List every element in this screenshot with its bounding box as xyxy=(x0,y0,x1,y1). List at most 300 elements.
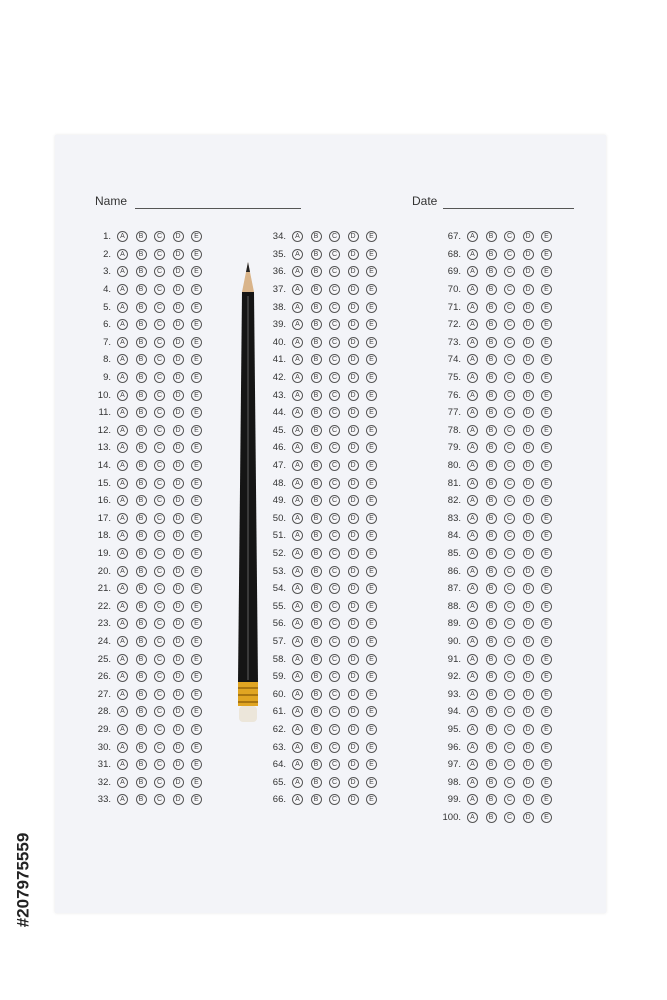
answer-bubble[interactable]: A xyxy=(117,425,128,436)
name-line[interactable] xyxy=(135,208,301,209)
answer-bubble[interactable]: D xyxy=(173,759,184,770)
answer-bubble[interactable]: E xyxy=(191,319,202,330)
answer-bubble[interactable]: A xyxy=(117,724,128,735)
answer-bubble[interactable]: B xyxy=(136,249,147,260)
answer-bubble[interactable]: E xyxy=(541,777,552,788)
answer-bubble[interactable]: C xyxy=(504,794,515,805)
answer-bubble[interactable]: A xyxy=(292,266,303,277)
answer-bubble[interactable]: C xyxy=(329,689,340,700)
answer-bubble[interactable]: C xyxy=(154,601,165,612)
answer-bubble[interactable]: E xyxy=(191,548,202,559)
answer-bubble[interactable]: B xyxy=(136,636,147,647)
answer-bubble[interactable]: B xyxy=(136,337,147,348)
answer-bubble[interactable]: A xyxy=(292,689,303,700)
answer-bubble[interactable]: E xyxy=(366,566,377,577)
answer-bubble[interactable]: A xyxy=(467,583,478,594)
answer-bubble[interactable]: D xyxy=(523,724,534,735)
answer-bubble[interactable]: A xyxy=(117,583,128,594)
answer-bubble[interactable]: C xyxy=(504,407,515,418)
answer-bubble[interactable]: C xyxy=(504,495,515,506)
answer-bubble[interactable]: B xyxy=(311,407,322,418)
answer-bubble[interactable]: E xyxy=(541,513,552,524)
answer-bubble[interactable]: A xyxy=(117,742,128,753)
answer-bubble[interactable]: C xyxy=(154,513,165,524)
answer-bubble[interactable]: E xyxy=(366,442,377,453)
date-line[interactable] xyxy=(443,208,574,209)
answer-bubble[interactable]: C xyxy=(504,337,515,348)
answer-bubble[interactable]: A xyxy=(467,601,478,612)
answer-bubble[interactable]: D xyxy=(173,337,184,348)
answer-bubble[interactable]: E xyxy=(191,354,202,365)
answer-bubble[interactable]: B xyxy=(311,513,322,524)
answer-bubble[interactable]: E xyxy=(541,425,552,436)
answer-bubble[interactable]: B xyxy=(486,742,497,753)
answer-bubble[interactable]: D xyxy=(523,689,534,700)
answer-bubble[interactable]: C xyxy=(504,777,515,788)
answer-bubble[interactable]: B xyxy=(136,548,147,559)
answer-bubble[interactable]: C xyxy=(329,742,340,753)
answer-bubble[interactable]: D xyxy=(348,284,359,295)
answer-bubble[interactable]: A xyxy=(467,777,478,788)
answer-bubble[interactable]: A xyxy=(467,337,478,348)
answer-bubble[interactable]: D xyxy=(523,478,534,489)
answer-bubble[interactable]: C xyxy=(329,337,340,348)
answer-bubble[interactable]: E xyxy=(191,689,202,700)
answer-bubble[interactable]: D xyxy=(173,495,184,506)
answer-bubble[interactable]: C xyxy=(329,759,340,770)
answer-bubble[interactable]: B xyxy=(136,354,147,365)
answer-bubble[interactable]: A xyxy=(467,724,478,735)
answer-bubble[interactable]: C xyxy=(504,583,515,594)
answer-bubble[interactable]: D xyxy=(523,548,534,559)
answer-bubble[interactable]: E xyxy=(366,601,377,612)
answer-bubble[interactable]: C xyxy=(154,671,165,682)
answer-bubble[interactable]: B xyxy=(136,530,147,541)
answer-bubble[interactable]: C xyxy=(329,460,340,471)
answer-bubble[interactable]: E xyxy=(191,759,202,770)
answer-bubble[interactable]: C xyxy=(504,354,515,365)
answer-bubble[interactable]: E xyxy=(366,319,377,330)
answer-bubble[interactable]: D xyxy=(523,759,534,770)
answer-bubble[interactable]: B xyxy=(486,302,497,313)
answer-bubble[interactable]: D xyxy=(523,530,534,541)
answer-bubble[interactable]: E xyxy=(191,706,202,717)
answer-bubble[interactable]: A xyxy=(117,618,128,629)
answer-bubble[interactable]: E xyxy=(366,425,377,436)
answer-bubble[interactable]: A xyxy=(292,742,303,753)
answer-bubble[interactable]: D xyxy=(523,354,534,365)
answer-bubble[interactable]: B xyxy=(311,742,322,753)
answer-bubble[interactable]: B xyxy=(136,654,147,665)
answer-bubble[interactable]: C xyxy=(154,530,165,541)
answer-bubble[interactable]: E xyxy=(541,407,552,418)
answer-bubble[interactable]: A xyxy=(117,654,128,665)
answer-bubble[interactable]: D xyxy=(523,777,534,788)
answer-bubble[interactable]: C xyxy=(504,724,515,735)
answer-bubble[interactable]: A xyxy=(467,654,478,665)
answer-bubble[interactable]: A xyxy=(467,513,478,524)
answer-bubble[interactable]: D xyxy=(348,654,359,665)
answer-bubble[interactable]: C xyxy=(329,566,340,577)
answer-bubble[interactable]: C xyxy=(504,513,515,524)
answer-bubble[interactable]: A xyxy=(117,354,128,365)
answer-bubble[interactable]: C xyxy=(154,425,165,436)
answer-bubble[interactable]: B xyxy=(136,425,147,436)
answer-bubble[interactable]: A xyxy=(292,249,303,260)
answer-bubble[interactable]: C xyxy=(504,706,515,717)
answer-bubble[interactable]: A xyxy=(292,425,303,436)
answer-bubble[interactable]: D xyxy=(173,354,184,365)
answer-bubble[interactable]: D xyxy=(348,742,359,753)
answer-bubble[interactable]: E xyxy=(366,777,377,788)
answer-bubble[interactable]: D xyxy=(173,654,184,665)
answer-bubble[interactable]: E xyxy=(541,706,552,717)
answer-bubble[interactable]: D xyxy=(173,777,184,788)
answer-bubble[interactable]: D xyxy=(348,495,359,506)
answer-bubble[interactable]: C xyxy=(329,407,340,418)
answer-bubble[interactable]: D xyxy=(348,337,359,348)
answer-bubble[interactable]: B xyxy=(311,566,322,577)
answer-bubble[interactable]: D xyxy=(173,372,184,383)
answer-bubble[interactable]: D xyxy=(348,794,359,805)
answer-bubble[interactable]: D xyxy=(348,583,359,594)
answer-bubble[interactable]: D xyxy=(173,583,184,594)
answer-bubble[interactable]: B xyxy=(486,583,497,594)
answer-bubble[interactable]: D xyxy=(523,566,534,577)
answer-bubble[interactable]: D xyxy=(523,302,534,313)
answer-bubble[interactable]: B xyxy=(136,618,147,629)
answer-bubble[interactable]: B xyxy=(311,794,322,805)
answer-bubble[interactable]: D xyxy=(348,460,359,471)
answer-bubble[interactable]: D xyxy=(523,513,534,524)
answer-bubble[interactable]: D xyxy=(173,231,184,242)
answer-bubble[interactable]: A xyxy=(117,478,128,489)
answer-bubble[interactable]: D xyxy=(348,372,359,383)
answer-bubble[interactable]: C xyxy=(504,566,515,577)
answer-bubble[interactable]: A xyxy=(117,777,128,788)
answer-bubble[interactable]: E xyxy=(541,759,552,770)
answer-bubble[interactable]: B xyxy=(136,742,147,753)
answer-bubble[interactable]: E xyxy=(191,495,202,506)
answer-bubble[interactable]: E xyxy=(366,478,377,489)
answer-bubble[interactable]: D xyxy=(523,583,534,594)
answer-bubble[interactable]: B xyxy=(311,390,322,401)
answer-bubble[interactable]: C xyxy=(329,583,340,594)
answer-bubble[interactable]: B xyxy=(486,513,497,524)
answer-bubble[interactable]: A xyxy=(467,231,478,242)
answer-bubble[interactable]: B xyxy=(486,724,497,735)
answer-bubble[interactable]: C xyxy=(154,460,165,471)
answer-bubble[interactable]: A xyxy=(117,495,128,506)
answer-bubble[interactable]: C xyxy=(329,706,340,717)
answer-bubble[interactable]: B xyxy=(311,583,322,594)
answer-bubble[interactable]: D xyxy=(173,478,184,489)
answer-bubble[interactable]: E xyxy=(366,372,377,383)
answer-bubble[interactable]: D xyxy=(348,530,359,541)
answer-bubble[interactable]: A xyxy=(467,460,478,471)
answer-bubble[interactable]: A xyxy=(292,407,303,418)
answer-bubble[interactable]: B xyxy=(486,495,497,506)
answer-bubble[interactable]: B xyxy=(486,478,497,489)
answer-bubble[interactable]: D xyxy=(523,601,534,612)
answer-bubble[interactable]: A xyxy=(467,812,478,823)
answer-bubble[interactable]: C xyxy=(154,548,165,559)
answer-bubble[interactable]: C xyxy=(329,302,340,313)
answer-bubble[interactable]: D xyxy=(523,495,534,506)
answer-bubble[interactable]: C xyxy=(154,566,165,577)
answer-bubble[interactable]: C xyxy=(329,794,340,805)
answer-bubble[interactable]: A xyxy=(292,671,303,682)
answer-bubble[interactable]: A xyxy=(117,372,128,383)
answer-bubble[interactable]: D xyxy=(173,636,184,647)
answer-bubble[interactable]: D xyxy=(348,724,359,735)
answer-bubble[interactable]: E xyxy=(366,636,377,647)
answer-bubble[interactable]: D xyxy=(523,231,534,242)
answer-bubble[interactable]: A xyxy=(117,759,128,770)
answer-bubble[interactable]: E xyxy=(191,794,202,805)
answer-bubble[interactable]: D xyxy=(348,513,359,524)
answer-bubble[interactable]: A xyxy=(467,425,478,436)
answer-bubble[interactable]: A xyxy=(292,284,303,295)
answer-bubble[interactable]: C xyxy=(329,231,340,242)
answer-bubble[interactable]: D xyxy=(523,407,534,418)
answer-bubble[interactable]: D xyxy=(348,266,359,277)
answer-bubble[interactable]: B xyxy=(311,548,322,559)
answer-bubble[interactable]: A xyxy=(117,706,128,717)
answer-bubble[interactable]: A xyxy=(467,407,478,418)
answer-bubble[interactable]: C xyxy=(154,249,165,260)
answer-bubble[interactable]: B xyxy=(311,636,322,647)
answer-bubble[interactable]: D xyxy=(348,231,359,242)
answer-bubble[interactable]: E xyxy=(191,266,202,277)
answer-bubble[interactable]: C xyxy=(154,231,165,242)
answer-bubble[interactable]: A xyxy=(117,636,128,647)
answer-bubble[interactable]: C xyxy=(154,319,165,330)
answer-bubble[interactable]: E xyxy=(541,742,552,753)
answer-bubble[interactable]: D xyxy=(348,636,359,647)
answer-bubble[interactable]: A xyxy=(292,319,303,330)
answer-bubble[interactable]: D xyxy=(173,390,184,401)
answer-bubble[interactable]: C xyxy=(329,354,340,365)
answer-bubble[interactable]: E xyxy=(366,724,377,735)
answer-bubble[interactable]: E xyxy=(541,460,552,471)
answer-bubble[interactable]: A xyxy=(467,742,478,753)
answer-bubble[interactable]: B xyxy=(486,759,497,770)
answer-bubble[interactable]: A xyxy=(117,513,128,524)
answer-bubble[interactable]: E xyxy=(541,618,552,629)
answer-bubble[interactable]: D xyxy=(523,284,534,295)
answer-bubble[interactable]: D xyxy=(523,319,534,330)
answer-bubble[interactable]: E xyxy=(541,548,552,559)
answer-bubble[interactable]: C xyxy=(504,249,515,260)
answer-bubble[interactable]: D xyxy=(348,407,359,418)
answer-bubble[interactable]: A xyxy=(292,548,303,559)
answer-bubble[interactable]: E xyxy=(541,530,552,541)
answer-bubble[interactable]: D xyxy=(173,319,184,330)
answer-bubble[interactable]: E xyxy=(191,460,202,471)
answer-bubble[interactable]: D xyxy=(173,601,184,612)
answer-bubble[interactable]: E xyxy=(366,513,377,524)
answer-bubble[interactable]: B xyxy=(486,249,497,260)
answer-bubble[interactable]: C xyxy=(154,689,165,700)
answer-bubble[interactable]: B xyxy=(311,671,322,682)
answer-bubble[interactable]: D xyxy=(523,812,534,823)
answer-bubble[interactable]: A xyxy=(117,249,128,260)
answer-bubble[interactable]: E xyxy=(541,671,552,682)
answer-bubble[interactable]: C xyxy=(154,777,165,788)
answer-bubble[interactable]: D xyxy=(173,530,184,541)
answer-bubble[interactable]: B xyxy=(311,372,322,383)
answer-bubble[interactable]: C xyxy=(329,513,340,524)
answer-bubble[interactable]: E xyxy=(541,583,552,594)
answer-bubble[interactable]: E xyxy=(366,794,377,805)
answer-bubble[interactable]: C xyxy=(154,794,165,805)
answer-bubble[interactable]: C xyxy=(329,654,340,665)
answer-bubble[interactable]: B xyxy=(486,231,497,242)
answer-bubble[interactable]: A xyxy=(467,249,478,260)
answer-bubble[interactable]: E xyxy=(541,636,552,647)
answer-bubble[interactable]: D xyxy=(173,425,184,436)
answer-bubble[interactable]: E xyxy=(191,636,202,647)
answer-bubble[interactable]: B xyxy=(136,407,147,418)
answer-bubble[interactable]: A xyxy=(467,566,478,577)
answer-bubble[interactable]: A xyxy=(467,759,478,770)
answer-bubble[interactable]: D xyxy=(348,478,359,489)
answer-bubble[interactable]: D xyxy=(173,460,184,471)
answer-bubble[interactable]: A xyxy=(292,530,303,541)
answer-bubble[interactable]: A xyxy=(292,372,303,383)
answer-bubble[interactable]: B xyxy=(136,495,147,506)
answer-bubble[interactable]: E xyxy=(191,654,202,665)
answer-bubble[interactable]: B xyxy=(486,706,497,717)
answer-bubble[interactable]: B xyxy=(311,530,322,541)
answer-bubble[interactable]: A xyxy=(117,442,128,453)
answer-bubble[interactable]: C xyxy=(504,266,515,277)
answer-bubble[interactable]: D xyxy=(348,548,359,559)
answer-bubble[interactable]: B xyxy=(311,777,322,788)
answer-bubble[interactable]: A xyxy=(117,390,128,401)
answer-bubble[interactable]: C xyxy=(504,231,515,242)
answer-bubble[interactable]: A xyxy=(117,460,128,471)
answer-bubble[interactable]: D xyxy=(348,442,359,453)
answer-bubble[interactable]: C xyxy=(504,654,515,665)
answer-bubble[interactable]: B xyxy=(136,566,147,577)
answer-bubble[interactable]: B xyxy=(311,759,322,770)
answer-bubble[interactable]: D xyxy=(173,548,184,559)
answer-bubble[interactable]: D xyxy=(173,794,184,805)
answer-bubble[interactable]: D xyxy=(173,513,184,524)
answer-bubble[interactable]: C xyxy=(154,372,165,383)
answer-bubble[interactable]: D xyxy=(173,618,184,629)
answer-bubble[interactable]: C xyxy=(329,777,340,788)
answer-bubble[interactable]: B xyxy=(486,689,497,700)
answer-bubble[interactable]: E xyxy=(541,812,552,823)
answer-bubble[interactable]: B xyxy=(136,302,147,313)
answer-bubble[interactable]: C xyxy=(154,636,165,647)
answer-bubble[interactable]: A xyxy=(467,618,478,629)
answer-bubble[interactable]: E xyxy=(191,566,202,577)
answer-bubble[interactable]: A xyxy=(292,724,303,735)
answer-bubble[interactable]: C xyxy=(154,266,165,277)
answer-bubble[interactable]: D xyxy=(523,671,534,682)
answer-bubble[interactable]: B xyxy=(311,460,322,471)
answer-bubble[interactable]: C xyxy=(154,742,165,753)
answer-bubble[interactable]: C xyxy=(154,284,165,295)
answer-bubble[interactable]: B xyxy=(136,689,147,700)
answer-bubble[interactable]: E xyxy=(191,407,202,418)
answer-bubble[interactable]: E xyxy=(541,794,552,805)
answer-bubble[interactable]: A xyxy=(292,495,303,506)
answer-bubble[interactable]: D xyxy=(348,618,359,629)
answer-bubble[interactable]: D xyxy=(173,442,184,453)
answer-bubble[interactable]: B xyxy=(486,548,497,559)
answer-bubble[interactable]: B xyxy=(136,794,147,805)
answer-bubble[interactable]: B xyxy=(486,618,497,629)
answer-bubble[interactable]: A xyxy=(117,407,128,418)
answer-bubble[interactable]: E xyxy=(191,372,202,383)
answer-bubble[interactable]: B xyxy=(486,266,497,277)
answer-bubble[interactable]: B xyxy=(136,442,147,453)
answer-bubble[interactable]: A xyxy=(292,231,303,242)
answer-bubble[interactable]: C xyxy=(154,407,165,418)
answer-bubble[interactable]: E xyxy=(366,495,377,506)
answer-bubble[interactable]: B xyxy=(486,566,497,577)
answer-bubble[interactable]: B xyxy=(311,478,322,489)
answer-bubble[interactable]: D xyxy=(523,636,534,647)
answer-bubble[interactable]: B xyxy=(136,513,147,524)
answer-bubble[interactable]: E xyxy=(366,583,377,594)
answer-bubble[interactable]: D xyxy=(348,689,359,700)
answer-bubble[interactable]: C xyxy=(504,548,515,559)
answer-bubble[interactable]: E xyxy=(191,601,202,612)
answer-bubble[interactable]: B xyxy=(136,460,147,471)
answer-bubble[interactable]: C xyxy=(329,266,340,277)
answer-bubble[interactable]: C xyxy=(154,495,165,506)
answer-bubble[interactable]: A xyxy=(292,460,303,471)
answer-bubble[interactable]: A xyxy=(292,759,303,770)
answer-bubble[interactable]: C xyxy=(504,425,515,436)
answer-bubble[interactable]: E xyxy=(366,284,377,295)
answer-bubble[interactable]: A xyxy=(117,566,128,577)
answer-bubble[interactable]: D xyxy=(348,390,359,401)
answer-bubble[interactable]: E xyxy=(541,266,552,277)
answer-bubble[interactable]: C xyxy=(504,759,515,770)
answer-bubble[interactable]: B xyxy=(486,777,497,788)
answer-bubble[interactable]: C xyxy=(329,478,340,489)
answer-bubble[interactable]: C xyxy=(504,319,515,330)
answer-bubble[interactable]: C xyxy=(329,390,340,401)
answer-bubble[interactable]: E xyxy=(191,671,202,682)
answer-bubble[interactable]: C xyxy=(329,442,340,453)
answer-bubble[interactable]: B xyxy=(311,425,322,436)
answer-bubble[interactable]: D xyxy=(348,425,359,436)
answer-bubble[interactable]: E xyxy=(366,654,377,665)
answer-bubble[interactable]: A xyxy=(292,654,303,665)
answer-bubble[interactable]: B xyxy=(311,249,322,260)
answer-bubble[interactable]: E xyxy=(191,530,202,541)
answer-bubble[interactable]: E xyxy=(191,583,202,594)
answer-bubble[interactable]: B xyxy=(486,284,497,295)
answer-bubble[interactable]: C xyxy=(504,618,515,629)
answer-bubble[interactable]: E xyxy=(191,390,202,401)
answer-bubble[interactable]: D xyxy=(173,302,184,313)
answer-bubble[interactable]: B xyxy=(136,777,147,788)
answer-bubble[interactable]: D xyxy=(523,742,534,753)
answer-bubble[interactable]: B xyxy=(486,354,497,365)
answer-bubble[interactable]: A xyxy=(292,618,303,629)
answer-bubble[interactable]: E xyxy=(366,249,377,260)
answer-bubble[interactable]: C xyxy=(329,530,340,541)
